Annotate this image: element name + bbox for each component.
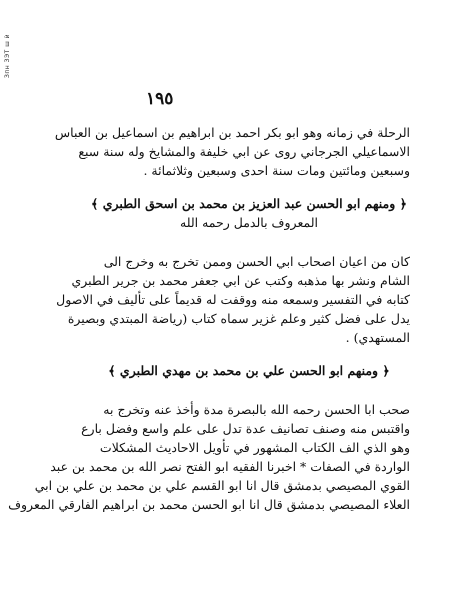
section-heading-1: ﴿ ومنهم ابو الحسن عبد العزيز بن محمد بن اسحق الطبري ﴾ <box>91 196 407 211</box>
page-number: ١٩٥ <box>146 89 174 109</box>
paragraph-line: يدل على فضل كثير وعلم غزير سماه كتاب (رياضة المبتدي وبصيرة <box>67 311 410 326</box>
paragraph-line: كتابه في التفسير وسمعه منه ووقفت له قديماً على تأليف في الاصول <box>56 292 410 307</box>
page-content <box>8 88 410 514</box>
paragraph-3 <box>8 400 410 514</box>
paragraph-line: القوي المصيصي بدمشق قال انا ابو القسم علي بن محمد بن علي بن ابي <box>34 478 410 493</box>
side-stamp-text: Зпн ЗЭТ ш ѝ <box>4 33 11 78</box>
paragraph-line: صحب ابا الحسن رحمه الله بالبصرة مدة وأخذ عنه وتخرج به <box>103 402 410 417</box>
section-heading-2: ﴿ ومنهم ابو الحسن علي بن محمد بن مهدي الطبري ﴾ <box>108 363 390 378</box>
section-subheading-1: المعروف بالدمل رحمه الله <box>180 215 318 230</box>
paragraph-line: الواردة في الصفات * اخبرنا الفقيه ابو الفتح نصر الله بن محمد بن عبد <box>50 459 410 474</box>
paragraph-line: الرحلة في زمانه وهو ابو بكر احمد بن ابراهيم بن اسماعيل بن العباس <box>54 125 410 140</box>
paragraph-line: واقتبس منه وصنف تصانيف عدة تدل على علم واسع وفضل بارع <box>81 421 410 436</box>
paragraph-2 <box>56 252 410 347</box>
paragraph-line: العلاء المصيصي بدمشق قال انا ابو الحسن محمد بن ابراهيم الفارقي المعروف <box>8 497 410 512</box>
paragraph-line: وهو الذي الف الكتاب المشهور في تأويل الاحاديث المشكلات <box>99 440 410 455</box>
paragraph-line: الاسماعيلي الجرجاني روى عن ابي خليفة والمشايخ وله سنة سبع <box>78 144 410 159</box>
paragraph-line: وسبعين ومائتين ومات سنة احدى وسبعين وثلاثمائة . <box>143 163 410 178</box>
paragraph-1 <box>54 123 410 180</box>
paragraph-line: المستهدي) . <box>345 330 410 345</box>
paragraph-line: كان من اعيان اصحاب ابي الحسن وممن تخرج به وخرج الى <box>103 254 410 269</box>
paragraph-line: الشام ونشر بها مذهبه وكتب عن ابي جعفر محمد بن جرير الطبري <box>71 273 410 288</box>
